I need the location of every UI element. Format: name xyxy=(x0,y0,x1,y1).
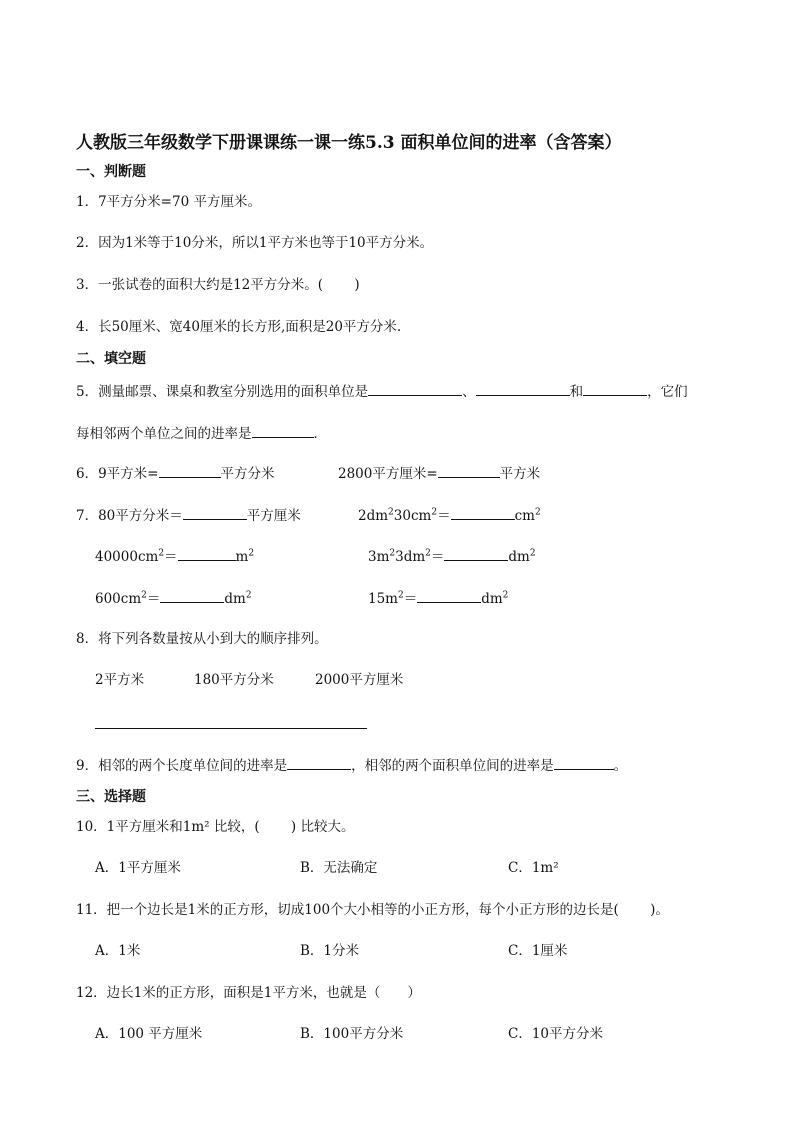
question-5-text: 5．测量邮票、课桌和教室分别选用的面积单位是 xyxy=(76,384,369,400)
superscript: 2 xyxy=(158,548,165,559)
question-6 xyxy=(76,463,275,483)
answer-blank[interactable] xyxy=(183,505,247,520)
option-b[interactable]: B．1分米 xyxy=(300,943,360,959)
question-9-text: ，相邻的两个面积单位间的进率是 xyxy=(351,758,554,774)
option-a[interactable]: A．1米 xyxy=(95,943,141,959)
section-choice: 三、选择题 xyxy=(76,789,146,805)
question-3: 3．一张试卷的面积大约是12平方分米。( ) xyxy=(76,277,360,293)
question-7-item-d xyxy=(368,546,536,566)
question-8: 8．将下列各数量按从小到大的顺序排列。 xyxy=(76,631,328,647)
separator: 和 xyxy=(569,384,584,400)
unit-label: 平方分米 xyxy=(220,466,275,482)
superscript: 2 xyxy=(425,548,431,559)
question-5-text: 每相邻两个单位之间的进率是 xyxy=(76,426,252,442)
option-c[interactable]: C．1m² xyxy=(508,860,559,876)
superscript: 2 xyxy=(431,507,438,518)
equals-sign: ＝ xyxy=(164,549,178,565)
answer-blank[interactable] xyxy=(178,546,236,561)
answer-line[interactable] xyxy=(95,728,367,729)
question-6-part-2 xyxy=(338,463,540,483)
equals-sign: ＝ xyxy=(430,549,445,565)
section-fill: 二、填空题 xyxy=(76,351,146,367)
question-1: 1．7平方分米=70 平方厘米。 xyxy=(76,194,261,210)
question-9 xyxy=(76,755,627,775)
unit-label: dm xyxy=(481,591,503,607)
superscript: 2 xyxy=(388,507,394,518)
question-7-text: 7．80平方分米＝ xyxy=(76,508,183,524)
option-b[interactable]: B．100平方分米 xyxy=(300,1026,404,1042)
answer-blank[interactable] xyxy=(444,546,508,561)
answer-blank[interactable] xyxy=(438,463,500,478)
quantity-item: 180平方分米 xyxy=(194,672,274,688)
superscript: 2 xyxy=(141,590,147,601)
punctuation: 。 xyxy=(613,758,628,774)
question-5 xyxy=(76,381,688,401)
superscript: 2 xyxy=(502,590,509,601)
section-judge: 一、判断题 xyxy=(76,164,146,180)
question-7 xyxy=(76,505,301,525)
question-2: 2．因为1米等于10分米，所以1平方米也等于10平方分米。 xyxy=(76,235,434,251)
expr-text: 15m xyxy=(368,591,398,607)
quantity-item: 2000平方厘米 xyxy=(315,672,404,688)
answer-blank[interactable] xyxy=(583,381,647,396)
question-9-text: 9．相邻的两个长度单位间的进率是 xyxy=(76,758,288,774)
page-title: 人教版三年级数学下册课课练一课一练5.3 面积单位间的进率（含答案） xyxy=(76,133,622,153)
equals-sign: ＝ xyxy=(437,508,451,524)
expr-text: 600cm xyxy=(95,591,142,607)
answer-blank[interactable] xyxy=(417,588,481,603)
superscript: 2 xyxy=(389,548,396,559)
expr-text: 2dm xyxy=(358,508,389,524)
answer-blank[interactable] xyxy=(451,505,515,520)
question-12: 12．边长1米的正方形，面积是1平方米，也就是（ ） xyxy=(76,985,421,1001)
unit-label: 平方厘米 xyxy=(246,508,301,524)
question-5-line2 xyxy=(76,423,327,443)
answer-blank[interactable] xyxy=(252,423,314,438)
superscript: 2 xyxy=(397,590,404,601)
expr-text: 3m xyxy=(368,549,390,565)
superscript: 2 xyxy=(245,590,252,601)
question-11: 11．把一个边长是1米的正方形，切成100个大小相等的小正方形，每个小正方形的边长是( )。 xyxy=(76,902,669,918)
separator: 、 xyxy=(462,384,476,400)
equals-sign: ＝ xyxy=(403,591,418,607)
question-5-text-tail: ，它们 xyxy=(647,384,688,400)
question-7-item-f xyxy=(368,588,508,608)
expr-text: 40000cm xyxy=(95,549,159,565)
question-7-item-b xyxy=(358,505,541,525)
option-a[interactable]: A．1平方厘米 xyxy=(95,860,181,876)
option-b[interactable]: B．无法确定 xyxy=(300,860,378,876)
answer-blank[interactable] xyxy=(554,755,614,770)
expr-text: 30cm xyxy=(393,508,432,524)
answer-blank[interactable] xyxy=(287,755,351,770)
superscript: 2 xyxy=(248,548,255,559)
superscript: 2 xyxy=(534,507,541,518)
question-10: 10．1平方厘米和1m² 比较，( ) 比较大。 xyxy=(76,819,355,835)
answer-blank[interactable] xyxy=(160,588,224,603)
answer-blank[interactable] xyxy=(159,463,221,478)
unit-label: cm xyxy=(514,508,535,524)
question-4: 4．长50厘米、宽40厘米的长方形,面积是20平方分米. xyxy=(76,319,402,335)
superscript: 2 xyxy=(529,548,536,559)
answer-blank[interactable] xyxy=(368,381,462,396)
unit-label: m xyxy=(235,549,249,565)
equals-sign: ＝ xyxy=(146,591,161,607)
unit-label: 平方米 xyxy=(499,466,541,482)
question-6-text: 6．9平方米= xyxy=(76,466,159,482)
answer-blank[interactable] xyxy=(476,381,570,396)
quantity-item: 2平方米 xyxy=(95,672,145,688)
question-7-item-c xyxy=(95,546,254,566)
punctuation: ． xyxy=(313,426,327,442)
question-7-item-e xyxy=(95,588,252,608)
option-c[interactable]: C．1厘米 xyxy=(508,943,568,959)
unit-label: dm xyxy=(508,549,530,565)
unit-label: dm xyxy=(224,591,246,607)
expr-text: 3dm xyxy=(395,549,426,565)
option-c[interactable]: C．10平方分米 xyxy=(508,1026,604,1042)
option-a[interactable]: A．100 平方厘米 xyxy=(95,1026,203,1042)
question-6-text: 2800平方厘米= xyxy=(338,466,438,482)
